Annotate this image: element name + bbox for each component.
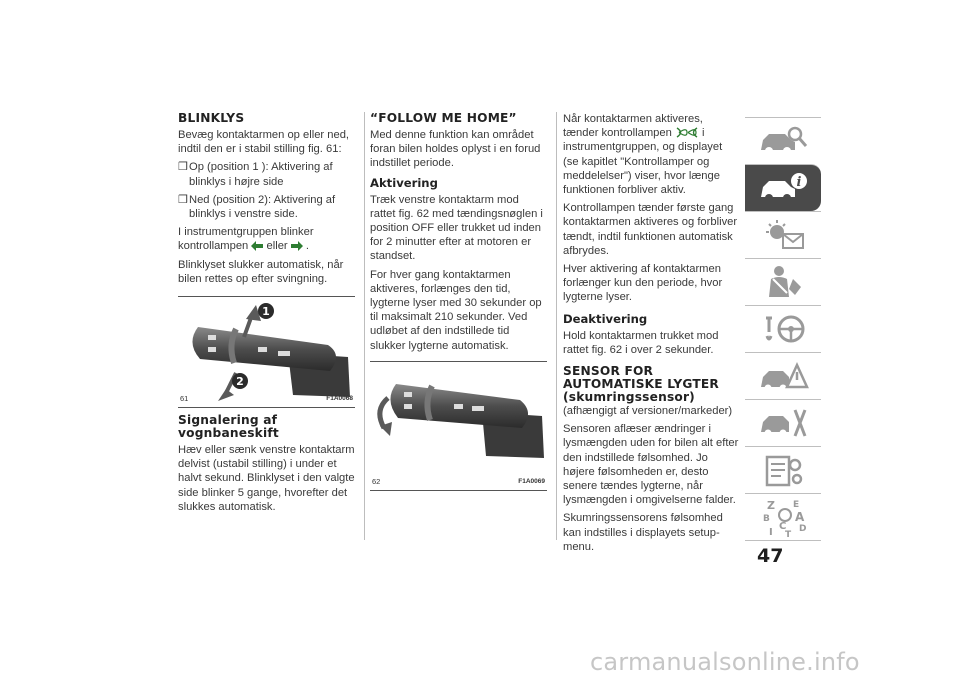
watermark: carmanualsonline.info xyxy=(590,648,860,676)
figure-code: F1A0068 xyxy=(326,394,353,402)
turn-left-indicator-icon xyxy=(251,241,263,251)
car-info-icon xyxy=(757,171,809,205)
callout-1: 1 xyxy=(262,305,270,319)
figure-61 xyxy=(178,296,355,408)
index-letter: D xyxy=(799,524,807,534)
person-seatbelt-icon xyxy=(757,265,809,299)
column-right xyxy=(563,112,740,558)
car-search-icon xyxy=(757,124,809,158)
paragraph-activation: Træk venstre kontaktarm mod rattet fig. 62 med tændingsnøglen i position OFF eller trukket ud inden for 2 minutter efter at motoren er standset. xyxy=(370,193,543,263)
paragraph-deactivation: Hold kontaktarmen trukket mod rattet fig. 62 i over 2 sekunder. xyxy=(563,329,719,356)
indicator-text-4: . xyxy=(305,240,309,253)
paragraph-follow-intro: Med denne funktion kan området foran bilen holdes oplyst i en forud indstillet periode. xyxy=(370,129,541,170)
column-middle xyxy=(370,112,547,497)
index-letter: C xyxy=(779,521,787,532)
steering-wheel-icon xyxy=(757,312,809,346)
paragraph-sensor-setup: Skumringssensorens følsomhed kan indstilles i displayets setup-menu. xyxy=(563,512,723,553)
figure-code: F1A0069 xyxy=(518,477,545,485)
headlight-indicator-icon xyxy=(675,127,699,138)
index-alphabet-icon xyxy=(757,497,809,537)
index-letter: B xyxy=(763,514,770,524)
bullet-text-down: Ned (position 2): Aktivering af blinklys i venstre side. xyxy=(189,193,336,221)
heading-blinklys: BLINKLYS xyxy=(178,111,245,125)
sidebar-item-warning-lights[interactable] xyxy=(745,211,821,258)
sidebar-item-car-info[interactable] xyxy=(745,164,821,211)
heading-lane-change: Signalering af vognbaneskift xyxy=(178,413,279,441)
sidebar-item-car-search[interactable] xyxy=(745,117,821,164)
callout-2: 2 xyxy=(236,375,244,389)
indicator-text-3: eller xyxy=(266,240,288,253)
bullet-item-up xyxy=(178,160,355,188)
chapter-sidebar xyxy=(745,117,821,541)
warning-lights-icon xyxy=(757,218,809,252)
bullet-icon: ❒ xyxy=(178,161,189,174)
sidebar-item-emergency[interactable] xyxy=(745,352,821,399)
stalk-illustration xyxy=(178,297,355,407)
paragraph-first-activation: Kontrollampen tænder første gang kontaktarmen aktiveres og forbliver tændt, indtil funktionen automatisk afbrydes. xyxy=(563,202,738,257)
figure-number: 61 xyxy=(180,393,189,403)
indicator-on-text-b: i instrumentgruppen, og displayet (se kapitlet "Kontrollamper og meddelelser") viser, hvor længe funktionen forbliver aktiv. xyxy=(563,127,723,197)
column-left xyxy=(178,112,355,518)
bullet-text-up: Op (position 1 ): Aktivering af blinklys i højre side xyxy=(189,161,333,188)
car-breakdown-icon xyxy=(757,359,809,393)
index-letter: Z xyxy=(767,499,775,512)
turn-right-indicator-icon xyxy=(291,241,303,251)
paragraph-each-activation: Hver aktivering af kontaktarmen forlænger kun den periode, hvor lygterne lyser. xyxy=(563,263,723,304)
stalk-pull-illustration xyxy=(370,362,547,490)
index-letter: I xyxy=(769,527,773,537)
indicator-on-text-a: Når kontaktarmen aktiveres, tænder kontrollampen xyxy=(563,113,703,140)
figure-62 xyxy=(370,361,547,491)
sidebar-item-safety[interactable] xyxy=(745,258,821,305)
sidebar-item-index[interactable] xyxy=(745,493,821,541)
paragraph-intro: Bevæg kontaktarmen op eller ned, indtil den er i stabil stilling fig. 61: xyxy=(178,129,350,156)
paragraph-versions: (afhængigt af versioner/markeder) xyxy=(563,405,733,418)
heading-dusk-sensor: SENSOR FOR AUTOMATISKE LYGTER (skumringssensor) xyxy=(563,364,719,405)
index-letter: T xyxy=(785,530,792,537)
paragraph-lane-change: Hæv eller sænk venstre kontaktarm delvist (ustabil stilling) i under et halvt sekund. Blinklyset i den valgte side blinker 5 gange, hvorefter det slukkes automatisk. xyxy=(178,444,355,513)
paragraph-extend: For hver gang kontaktarmen aktiveres, forlænges den tid, lygterne lyser med 30 sekunder op til maksimalt 210 sekunder. Ved udløbet af den indstillede tid slukker lygterne automatisk. xyxy=(370,268,542,352)
indicator-text-2: kontrollampen xyxy=(178,240,249,253)
page-number: 47 xyxy=(757,545,784,567)
column-divider xyxy=(364,112,365,540)
paragraph-auto-off: Blinklyset slukker automatisk, når bilen rettes op efter svingning. xyxy=(178,258,344,285)
heading-activation: Aktivering xyxy=(370,175,438,190)
column-divider xyxy=(556,112,557,540)
sidebar-item-maintenance[interactable] xyxy=(745,399,821,446)
figure-number: 62 xyxy=(372,476,381,486)
paragraph-indicator xyxy=(178,225,355,253)
index-letter: A xyxy=(795,510,805,524)
sidebar-item-specifications[interactable] xyxy=(745,446,821,493)
heading-follow-me-home: “FOLLOW ME HOME” xyxy=(370,111,517,125)
bullet-item-down xyxy=(178,193,355,221)
indicator-text-1: I instrumentgruppen blinker xyxy=(178,226,314,239)
paragraph-indicator-on xyxy=(563,112,740,197)
svg-text:i: i xyxy=(796,175,802,190)
car-maintenance-icon xyxy=(757,406,809,440)
heading-deactivation: Deaktivering xyxy=(563,311,648,326)
specifications-icon xyxy=(757,453,809,487)
index-letter: E xyxy=(793,500,800,510)
paragraph-sensor: Sensoren aflæser ændringer i lysmængden uden for bilen alt efter den indstillede følsomhed. Jo højere følsomheden er, desto senere tændes lygterne, når lysmængden i omgivelserne falder. xyxy=(563,423,739,507)
sidebar-item-driving[interactable] xyxy=(745,305,821,352)
bullet-icon: ❒ xyxy=(178,193,189,206)
